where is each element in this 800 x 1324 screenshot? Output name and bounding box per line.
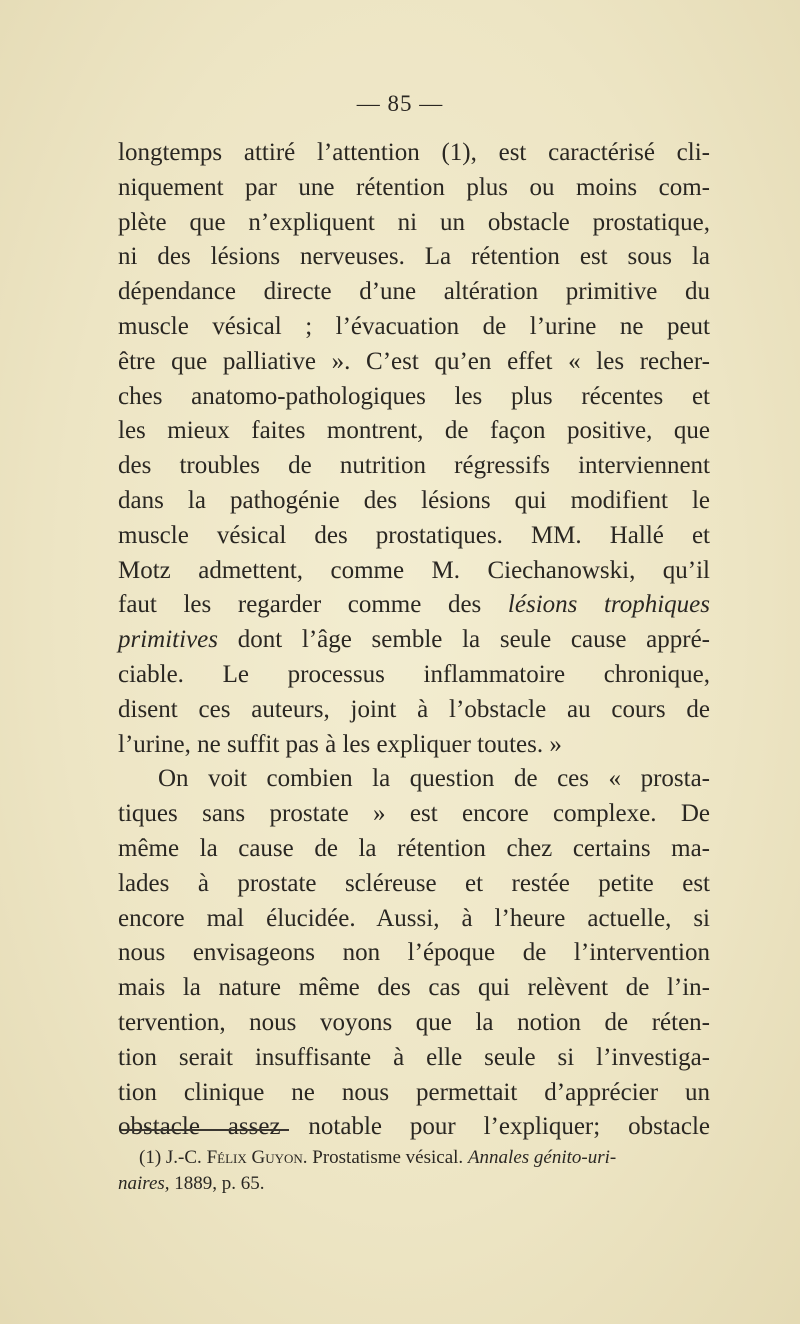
footnote-journal-cont: naires, bbox=[118, 1173, 170, 1194]
footnote-initials: J.-C. bbox=[165, 1147, 202, 1168]
footnote-title: . Prostatisme vésical. bbox=[302, 1147, 464, 1168]
text-line: obstacle assez notable pour l’expliquer; obstacle bbox=[118, 1113, 710, 1141]
body-text bbox=[118, 136, 710, 1145]
text-line: des troubles de nutrition régressifs interviennent bbox=[118, 452, 710, 480]
footnote-line bbox=[118, 1171, 710, 1197]
text-line: muscle vésical ; l’évacuation de l’urine ne peut bbox=[118, 312, 710, 340]
text-line: tiques sans prostate » est encore complexe. De bbox=[118, 800, 710, 828]
text-line: tion serait insuffisante à elle seule si l’investiga- bbox=[118, 1043, 710, 1071]
italic-term: lésions trophiques bbox=[507, 591, 711, 619]
text-line: ciable. Le processus inflammatoire chronique, bbox=[118, 660, 710, 688]
footnote-line bbox=[118, 1145, 710, 1171]
text-line-mixed bbox=[118, 588, 710, 623]
text-line: lades à prostate scléreuse et restée petite est bbox=[118, 869, 710, 897]
text-line-mixed bbox=[118, 623, 710, 658]
text-line: même la cause de la rétention chez certains ma- bbox=[118, 834, 710, 862]
footnote-marker: (1) bbox=[139, 1147, 162, 1168]
footnote-author: Félix Guyon bbox=[206, 1147, 303, 1168]
text-line: longtemps attiré l’attention (1), est caractérisé cli- bbox=[118, 139, 710, 166]
footnote-journal: Annales génito-uri- bbox=[467, 1147, 617, 1168]
text-line: être que palliative ». C’est qu’en effet « les recher- bbox=[118, 347, 710, 375]
text-line: muscle vésical des prostatiques. MM. Hallé et bbox=[118, 521, 710, 549]
text-line: tervention, nous voyons que la notion de réten- bbox=[118, 1008, 710, 1036]
text-line: nous envisageons non l’époque de l’intervention bbox=[118, 939, 710, 967]
text-line: Motz admettent, comme M. Ciechanowski, qu’il bbox=[118, 556, 710, 584]
text-line: l’urine, ne suffit pas à les expliquer toutes. » bbox=[118, 730, 562, 758]
text-line: ches anatomo-pathologiques les plus récentes et bbox=[118, 382, 710, 410]
text-segment: faut les regarder comme des bbox=[118, 591, 482, 619]
text-line: dépendance directe d’une altération primitive du bbox=[118, 278, 710, 306]
text-segment: dont l’âge semble la seule cause appré- bbox=[237, 626, 710, 654]
text-line: niquement par une rétention plus ou moins com- bbox=[118, 173, 710, 201]
page-number: — 85 — bbox=[356, 91, 444, 116]
text-line: mais la nature même des cas qui relèvent de l’in- bbox=[118, 974, 710, 1002]
text-line: plète que n’expliquent ni un obstacle prostatique, bbox=[118, 208, 710, 236]
text-line: disent ces auteurs, joint à l’obstacle au cours de bbox=[118, 695, 710, 723]
footnote-divider bbox=[121, 1129, 289, 1131]
text-line: dans la pathogénie des lésions qui modifient le bbox=[118, 486, 710, 514]
text-line: encore mal élucidée. Aussi, à l’heure actuelle, si bbox=[118, 904, 710, 932]
text-line: les mieux faites montrent, de façon positive, que bbox=[118, 417, 710, 445]
text-line: ni des lésions nerveuses. La rétention est sous la bbox=[118, 243, 710, 271]
footnote-details: 1889, p. 65. bbox=[174, 1173, 265, 1194]
footnote bbox=[118, 1145, 710, 1197]
text-line: tion clinique ne nous permettait d’apprécier un bbox=[118, 1078, 710, 1106]
paragraph-start-line: On voit combien la question de ces « prosta- bbox=[158, 765, 710, 793]
italic-term: primitives bbox=[118, 626, 218, 654]
